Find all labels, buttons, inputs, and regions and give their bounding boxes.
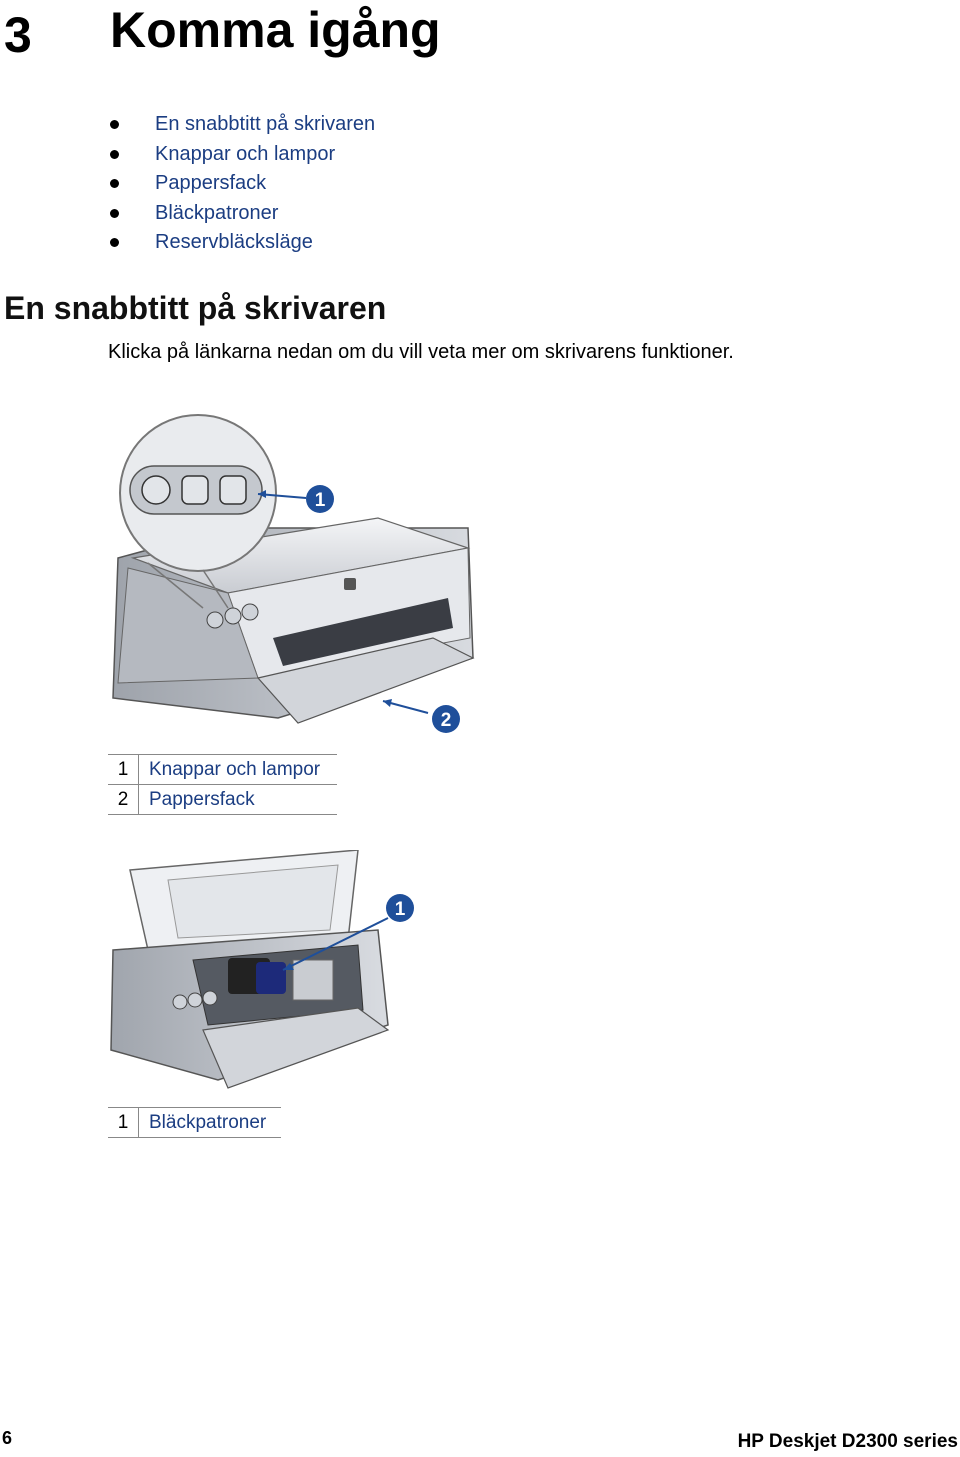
footer-product-title: HP Deskjet D2300 series [737,1431,958,1452]
table-row [108,1108,281,1138]
toc-item [108,199,375,229]
bullet-icon [110,179,119,188]
toc-link-paper-tray[interactable]: Pappersfack [155,172,267,195]
bullet-icon [110,120,119,129]
toc-item [108,110,375,140]
callout-number-2: 2 [440,710,452,731]
callout-number-1: 1 [394,899,406,920]
toc-link-reserve-mode[interactable]: Reservbläcksläge [155,231,313,254]
figure2-legend [108,1107,281,1138]
chapter-title: Komma igång [110,2,441,58]
toc-item [108,140,375,170]
toc-link-cartridges[interactable]: Bläckpatroner [155,201,279,224]
toc-item [108,169,375,199]
legend-link-cartridges[interactable]: Bläckpatroner [139,1108,282,1138]
bullet-icon [110,150,119,159]
toc-item [108,228,375,258]
toc-link-buttons[interactable]: Knappar och lampor [155,142,336,165]
legend-number: 1 [108,1108,139,1138]
section-intro: Klicka på länkarna nedan om du vill veta mer om skrivarens funktioner. [108,341,734,363]
table-row [108,785,337,815]
callout-number-1: 1 [314,490,326,511]
bullet-icon [110,238,119,247]
toc-link-overview[interactable]: En snabbtitt på skrivaren [155,113,376,136]
figure1-legend [108,754,337,815]
table-row [108,755,337,785]
legend-link-paper-tray[interactable]: Pappersfack [139,785,338,815]
legend-link-buttons[interactable]: Knappar och lampor [139,755,338,785]
chapter-toc [108,110,375,258]
section-title: En snabbtitt på skrivaren [4,290,387,326]
printer-cartridge-illustration [108,850,420,1090]
legend-number: 2 [108,785,139,815]
bullet-icon [110,209,119,218]
printer-overview-illustration [108,408,478,738]
legend-number: 1 [108,755,139,785]
page-number: 6 [2,1428,13,1448]
chapter-number: 3 [4,7,32,63]
